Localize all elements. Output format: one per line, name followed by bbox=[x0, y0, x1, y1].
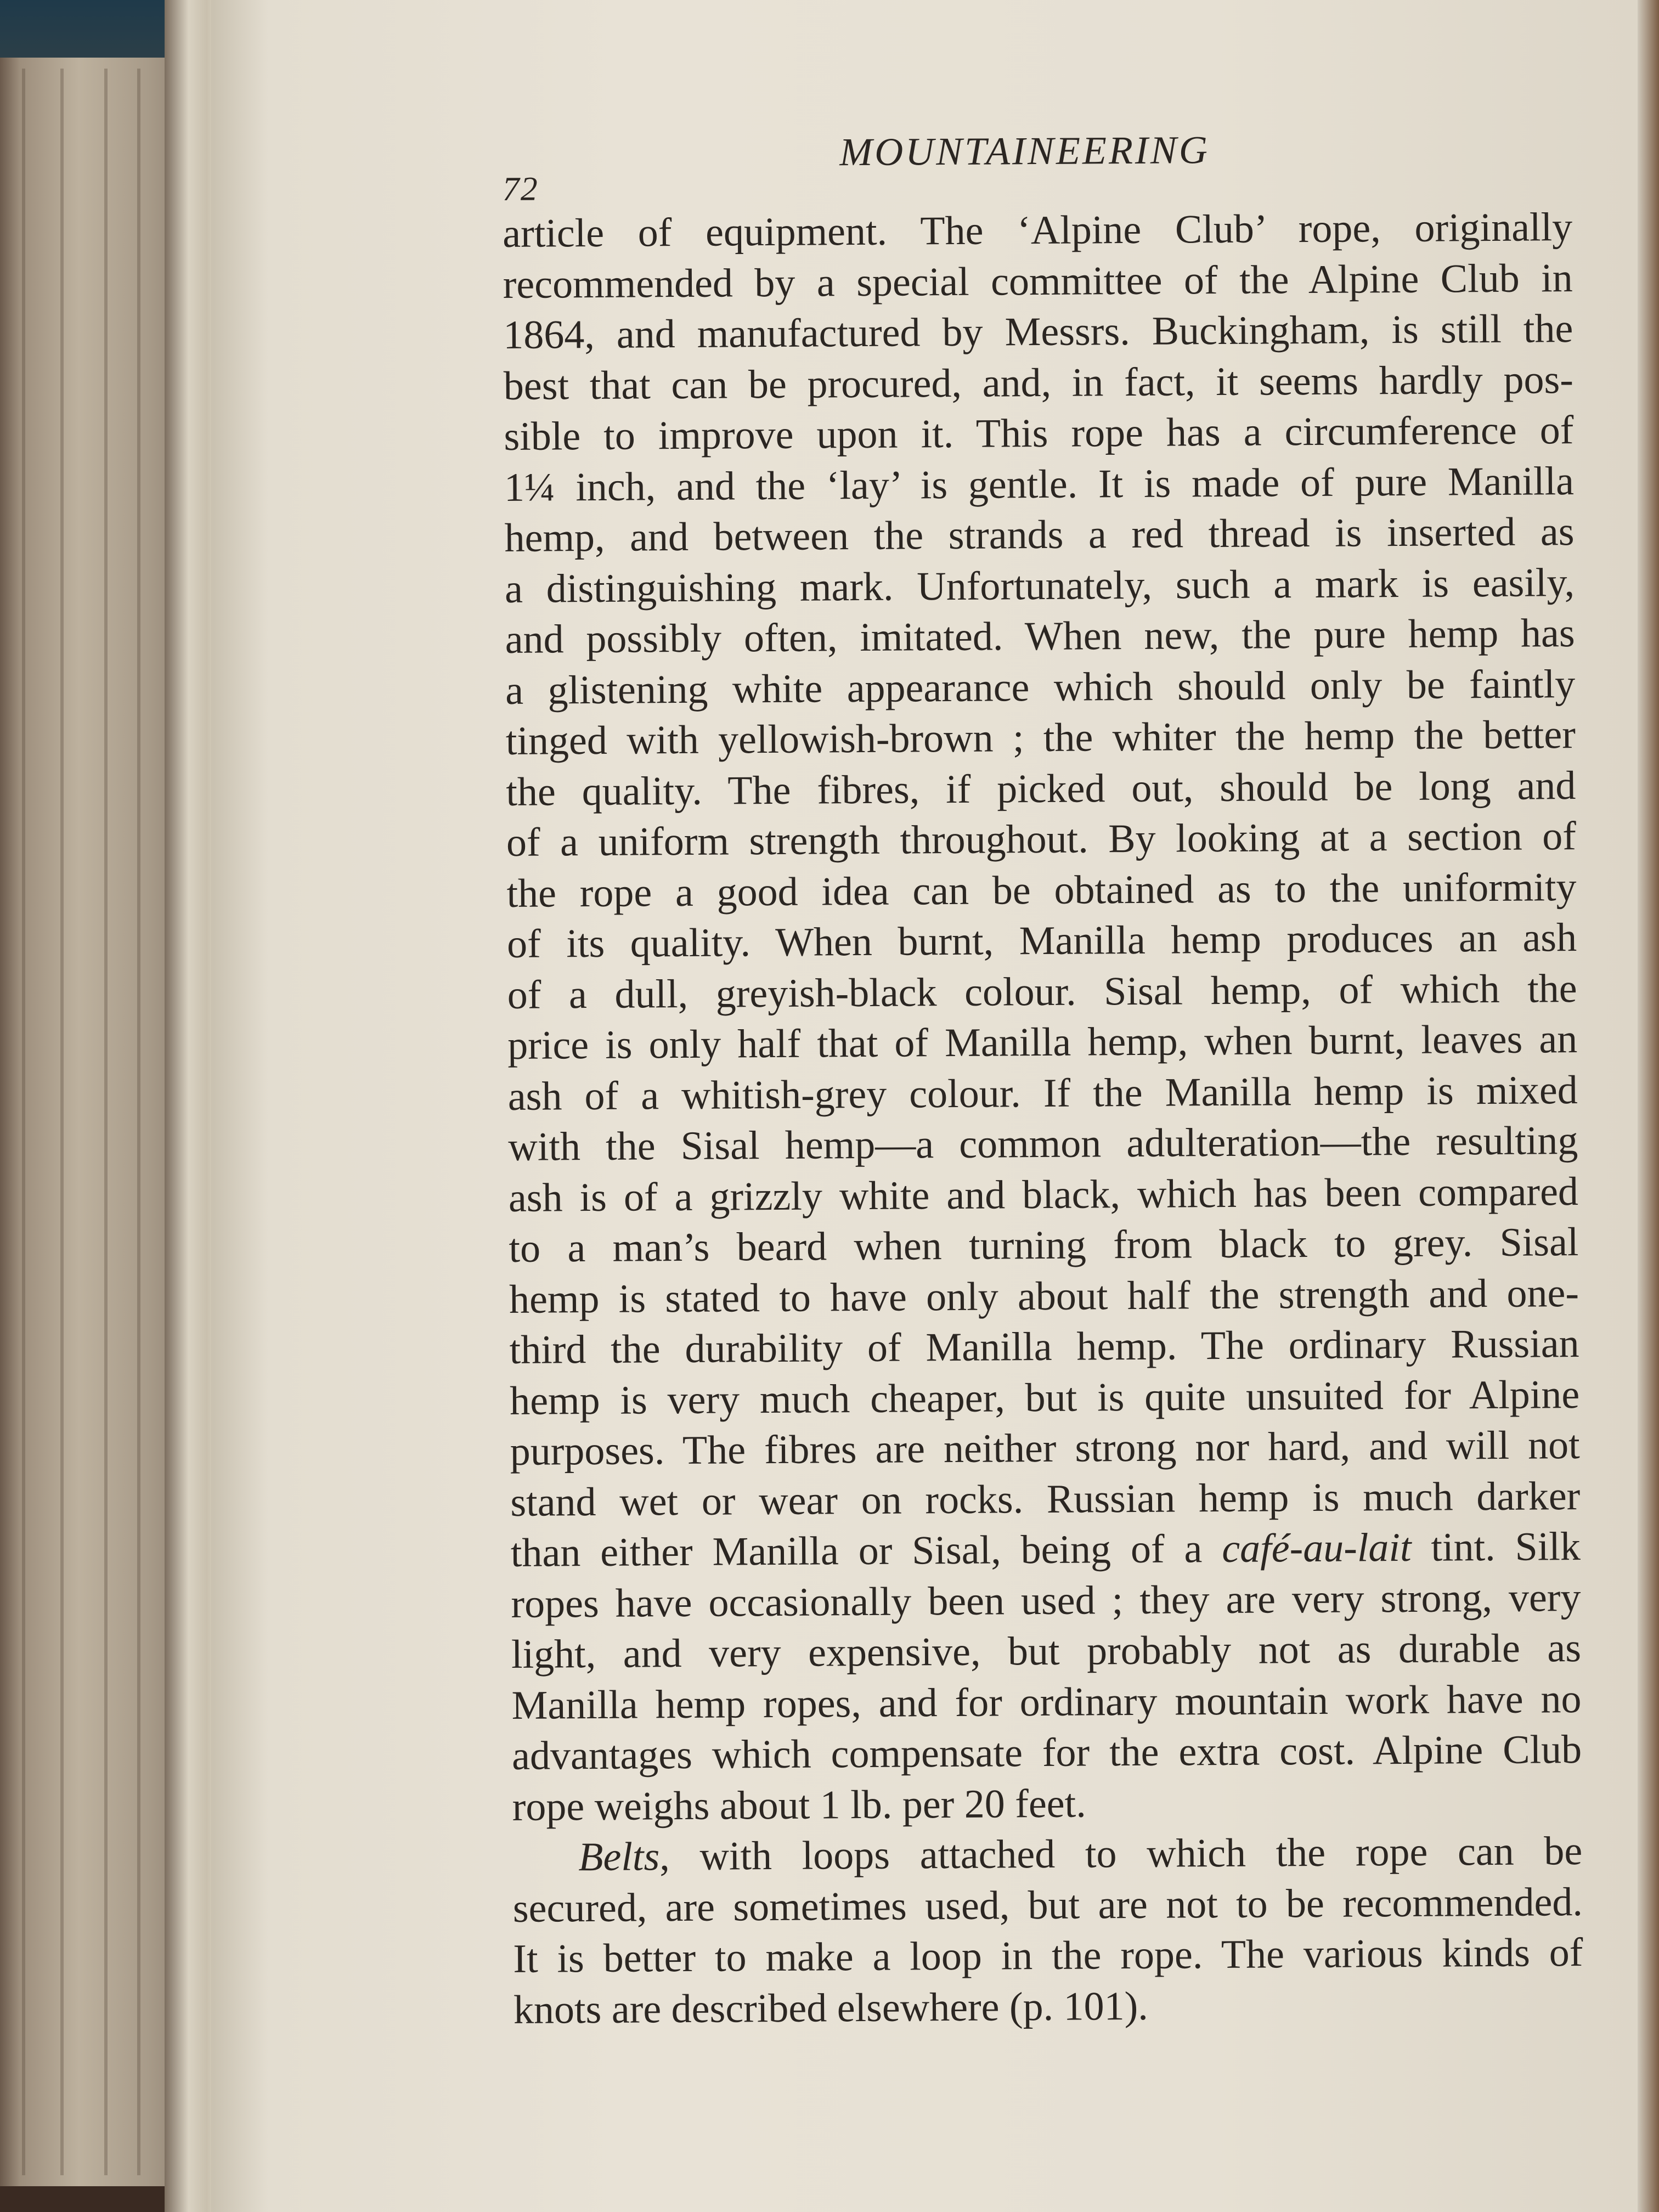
text-line: hemp, and between the strands a red thread is inserted as bbox=[504, 509, 1575, 561]
text-line: article of equipment. The ‘Alpine Club’ rope, originally bbox=[502, 205, 1573, 256]
text-line: with the Sisal hemp—a common adulteration—the resulting bbox=[508, 1118, 1578, 1170]
page-edge bbox=[104, 69, 108, 2175]
paragraph-belts bbox=[512, 1826, 1583, 2035]
text-line: best that can be procured, and, in fact, it seems hardly pos- bbox=[503, 357, 1574, 409]
text-line: advantages which compensate for the extra cost. Alpine Club bbox=[511, 1727, 1582, 1779]
text-line: the rope a good idea can be obtained as to the uniformity bbox=[506, 864, 1577, 916]
running-head: MOUNTAINEERING bbox=[839, 128, 1210, 174]
text-line: It is better to make a loop in the rope. The various kinds of bbox=[513, 1930, 1583, 1982]
italic-term: Belts bbox=[578, 1834, 660, 1880]
text-line: tinged with yellowish-brown ; the whiter the hemp the better bbox=[505, 712, 1576, 764]
text-line: of its quality. When burnt, Manilla hemp produces an ash bbox=[506, 915, 1577, 967]
line-segment: tint. Silk bbox=[1411, 1524, 1581, 1570]
text-line: 1864, and manufactured by Messrs. Buckingham, is still the bbox=[503, 306, 1573, 358]
text-line: third the durability of Manilla hemp. The ordinary Russian bbox=[509, 1321, 1579, 1373]
text-line: secured, are sometimes used, but are not to be recommended. bbox=[512, 1879, 1583, 1931]
text-line: hemp is very much cheaper, but is quite unsuited for Alpine bbox=[509, 1372, 1580, 1424]
text-line: stand wet or wear on rocks. Russian hemp is much darker bbox=[510, 1473, 1581, 1525]
text-line: to a man’s beard when turning from black to grey. Sisal bbox=[509, 1220, 1579, 1271]
text-line: price is only half that of Manilla hemp, when burnt, leaves an bbox=[507, 1017, 1578, 1068]
text-line: sible to improve upon it. This rope has a circumference of bbox=[504, 408, 1574, 459]
text-line: purposes. The fibres are neither strong nor hard, and will not bbox=[510, 1423, 1580, 1474]
page-number: 72 bbox=[502, 170, 539, 208]
text-line: the quality. The fibres, if picked out, should be long and bbox=[506, 763, 1576, 815]
text-line: recommended by a special committee of the Alpine Club in bbox=[503, 255, 1573, 307]
text-line: light, and very expensive, but probably not as durable as bbox=[511, 1626, 1582, 1677]
text-line: rope weighs about 1 lb. per 20 feet. bbox=[512, 1781, 1086, 1830]
background-top bbox=[0, 0, 187, 60]
text-line-belts bbox=[512, 1826, 1583, 1883]
line-segment: , with loops attached to which the rope can be bbox=[659, 1829, 1583, 1880]
page-text-block bbox=[502, 120, 1583, 2035]
text-line: ash of a whitish-grey colour. If the Manilla hemp is mixed bbox=[507, 1067, 1578, 1119]
text-line-cafe bbox=[511, 1521, 1581, 1578]
text-line: of a dull, greyish-black colour. Sisal hemp, of which the bbox=[507, 966, 1577, 1018]
page-edge bbox=[22, 69, 25, 2175]
page-header bbox=[502, 120, 1572, 208]
line-segment: than either Manilla or Sisal, being of a bbox=[510, 1526, 1222, 1576]
text-line: of a uniform strength throughout. By looking at a section of bbox=[506, 814, 1577, 865]
text-line: Manilla hemp ropes, and for ordinary mountain work have no bbox=[511, 1676, 1582, 1728]
text-line: ash is of a grizzly white and black, which has been compared bbox=[508, 1169, 1579, 1221]
page-right-edge bbox=[1638, 0, 1659, 2212]
text-line: 1¼ inch, and the ‘lay’ is gentle. It is made of pure Manilla bbox=[504, 458, 1575, 510]
text-line: and possibly often, imitated. When new, the pure hemp has bbox=[505, 611, 1575, 662]
page-edge bbox=[137, 69, 140, 2175]
text-line: a glistening white appearance which should only be faintly bbox=[505, 661, 1576, 713]
paragraph-rope bbox=[503, 202, 1582, 1832]
text-line: knots are described elsewhere (p. 101). bbox=[513, 1983, 1149, 2033]
text-line: hemp is stated to have only about half the strength and one- bbox=[509, 1270, 1579, 1322]
text-line: a distinguishing mark. Unfortunately, such a mark is easily, bbox=[504, 560, 1575, 612]
text-line: ropes have occasionally been used ; they are very strong, very bbox=[511, 1575, 1581, 1627]
italic-term: café-au-lait bbox=[1222, 1525, 1412, 1572]
page-edge bbox=[60, 69, 64, 2175]
